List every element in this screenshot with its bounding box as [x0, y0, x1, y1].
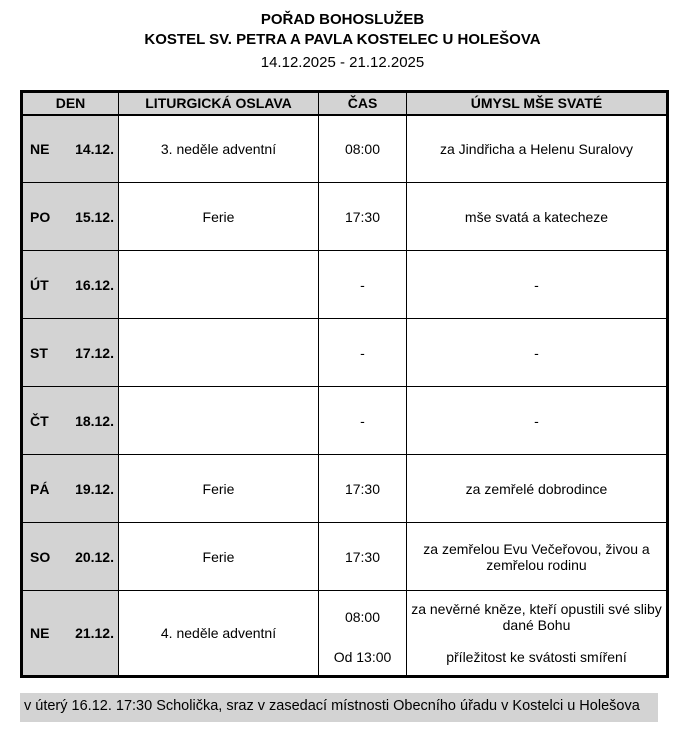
time-cell — [319, 591, 407, 677]
day-cell — [22, 591, 119, 677]
day-abbr: ÚT — [30, 276, 49, 293]
title-block — [0, 10, 685, 74]
intention-cell: mše svatá a katecheze — [407, 183, 668, 251]
day-cell — [22, 387, 119, 455]
table-row-ne-14 — [22, 115, 668, 183]
time-entry-1: 08:00 — [344, 609, 381, 626]
day-abbr: PÁ — [30, 480, 50, 497]
celebration-cell: 4. neděle adventní — [119, 591, 319, 677]
celebration-cell — [119, 387, 319, 455]
column-header-day: DEN — [22, 92, 119, 115]
intention-cell: - — [407, 251, 668, 319]
table-header-row — [22, 92, 668, 115]
day-date: 21.12. — [75, 625, 114, 641]
table-row-st-17 — [22, 319, 668, 387]
intention-entry-2: příležitost ke svátosti smíření — [446, 649, 627, 666]
schedule-table — [20, 90, 669, 678]
day-abbr: NE — [30, 140, 50, 157]
celebration-cell — [119, 251, 319, 319]
day-label — [23, 625, 118, 641]
footer-note: v úterý 16.12. 17:30 Scholička, sraz v zasedací místnosti Obecního úřadu v Kostelci u Holešova — [20, 693, 658, 722]
table-row-so-20 — [22, 523, 668, 591]
date-range: 14.12.2025 - 21.12.2025 — [260, 54, 425, 71]
day-date: 20.12. — [75, 548, 114, 565]
time-cell: - — [319, 251, 407, 319]
day-cell — [22, 115, 119, 183]
day-label — [23, 345, 118, 361]
time-cell: 17:30 — [319, 455, 407, 523]
day-date: 17.12. — [75, 344, 114, 361]
time-cell: 17:30 — [319, 523, 407, 591]
time-cell: 17:30 — [319, 183, 407, 251]
celebration-cell: Ferie — [119, 523, 319, 591]
page-subtitle: KOSTEL SV. PETRA A PAVLA KOSTELEC U HOLEŠOVA — [144, 31, 541, 48]
intention-entry-1: za nevěrné kněze, kteří opustili své sliby dané Bohu — [411, 601, 662, 634]
day-cell — [22, 523, 119, 591]
intention-cell: za Jindřicha a Helenu Suralovy — [407, 115, 668, 183]
column-header-time: ČAS — [319, 92, 407, 115]
day-abbr: SO — [30, 548, 51, 565]
day-label — [23, 413, 118, 429]
day-abbr: ST — [30, 344, 48, 361]
day-cell — [22, 183, 119, 251]
table-row-ut-16 — [22, 251, 668, 319]
day-label — [23, 481, 118, 497]
intention-cell: - — [407, 319, 668, 387]
day-cell — [22, 319, 119, 387]
time-entry-2: Od 13:00 — [333, 649, 392, 666]
intention-cell: - — [407, 387, 668, 455]
day-cell — [22, 251, 119, 319]
column-header-celebration: LITURGICKÁ OSLAVA — [119, 92, 319, 115]
day-abbr: NE — [30, 625, 50, 641]
celebration-cell: 3. neděle adventní — [119, 115, 319, 183]
time-cell: - — [319, 387, 407, 455]
time-cell: - — [319, 319, 407, 387]
day-date: 18.12. — [75, 412, 114, 429]
page-title: POŘAD BOHOSLUŽEB — [260, 11, 425, 28]
table-row-pa-19 — [22, 455, 668, 523]
day-label — [23, 209, 118, 225]
time-cell-entries — [319, 591, 406, 675]
day-abbr: PO — [30, 208, 51, 225]
day-label — [23, 277, 118, 293]
day-label — [23, 141, 118, 157]
table-row-po-15 — [22, 183, 668, 251]
intention-cell: za zemřelé dobrodince — [407, 455, 668, 523]
day-date: 19.12. — [75, 480, 114, 497]
table-row-ne-21 — [22, 591, 668, 677]
celebration-cell: Ferie — [119, 455, 319, 523]
column-header-intention: ÚMYSL MŠE SVATÉ — [407, 92, 668, 115]
celebration-cell — [119, 319, 319, 387]
day-date: 15.12. — [75, 208, 114, 225]
intention-cell-entries — [407, 591, 666, 675]
time-cell: 08:00 — [319, 115, 407, 183]
day-date: 16.12. — [75, 276, 114, 293]
celebration-cell: Ferie — [119, 183, 319, 251]
day-abbr: ČT — [30, 412, 49, 429]
day-cell — [22, 455, 119, 523]
intention-cell — [407, 591, 668, 677]
table-row-ct-18 — [22, 387, 668, 455]
day-date: 14.12. — [75, 140, 114, 157]
intention-cell: za zemřelou Evu Večeřovou, živou a zemřelou rodinu — [407, 523, 668, 591]
day-label — [23, 549, 118, 565]
